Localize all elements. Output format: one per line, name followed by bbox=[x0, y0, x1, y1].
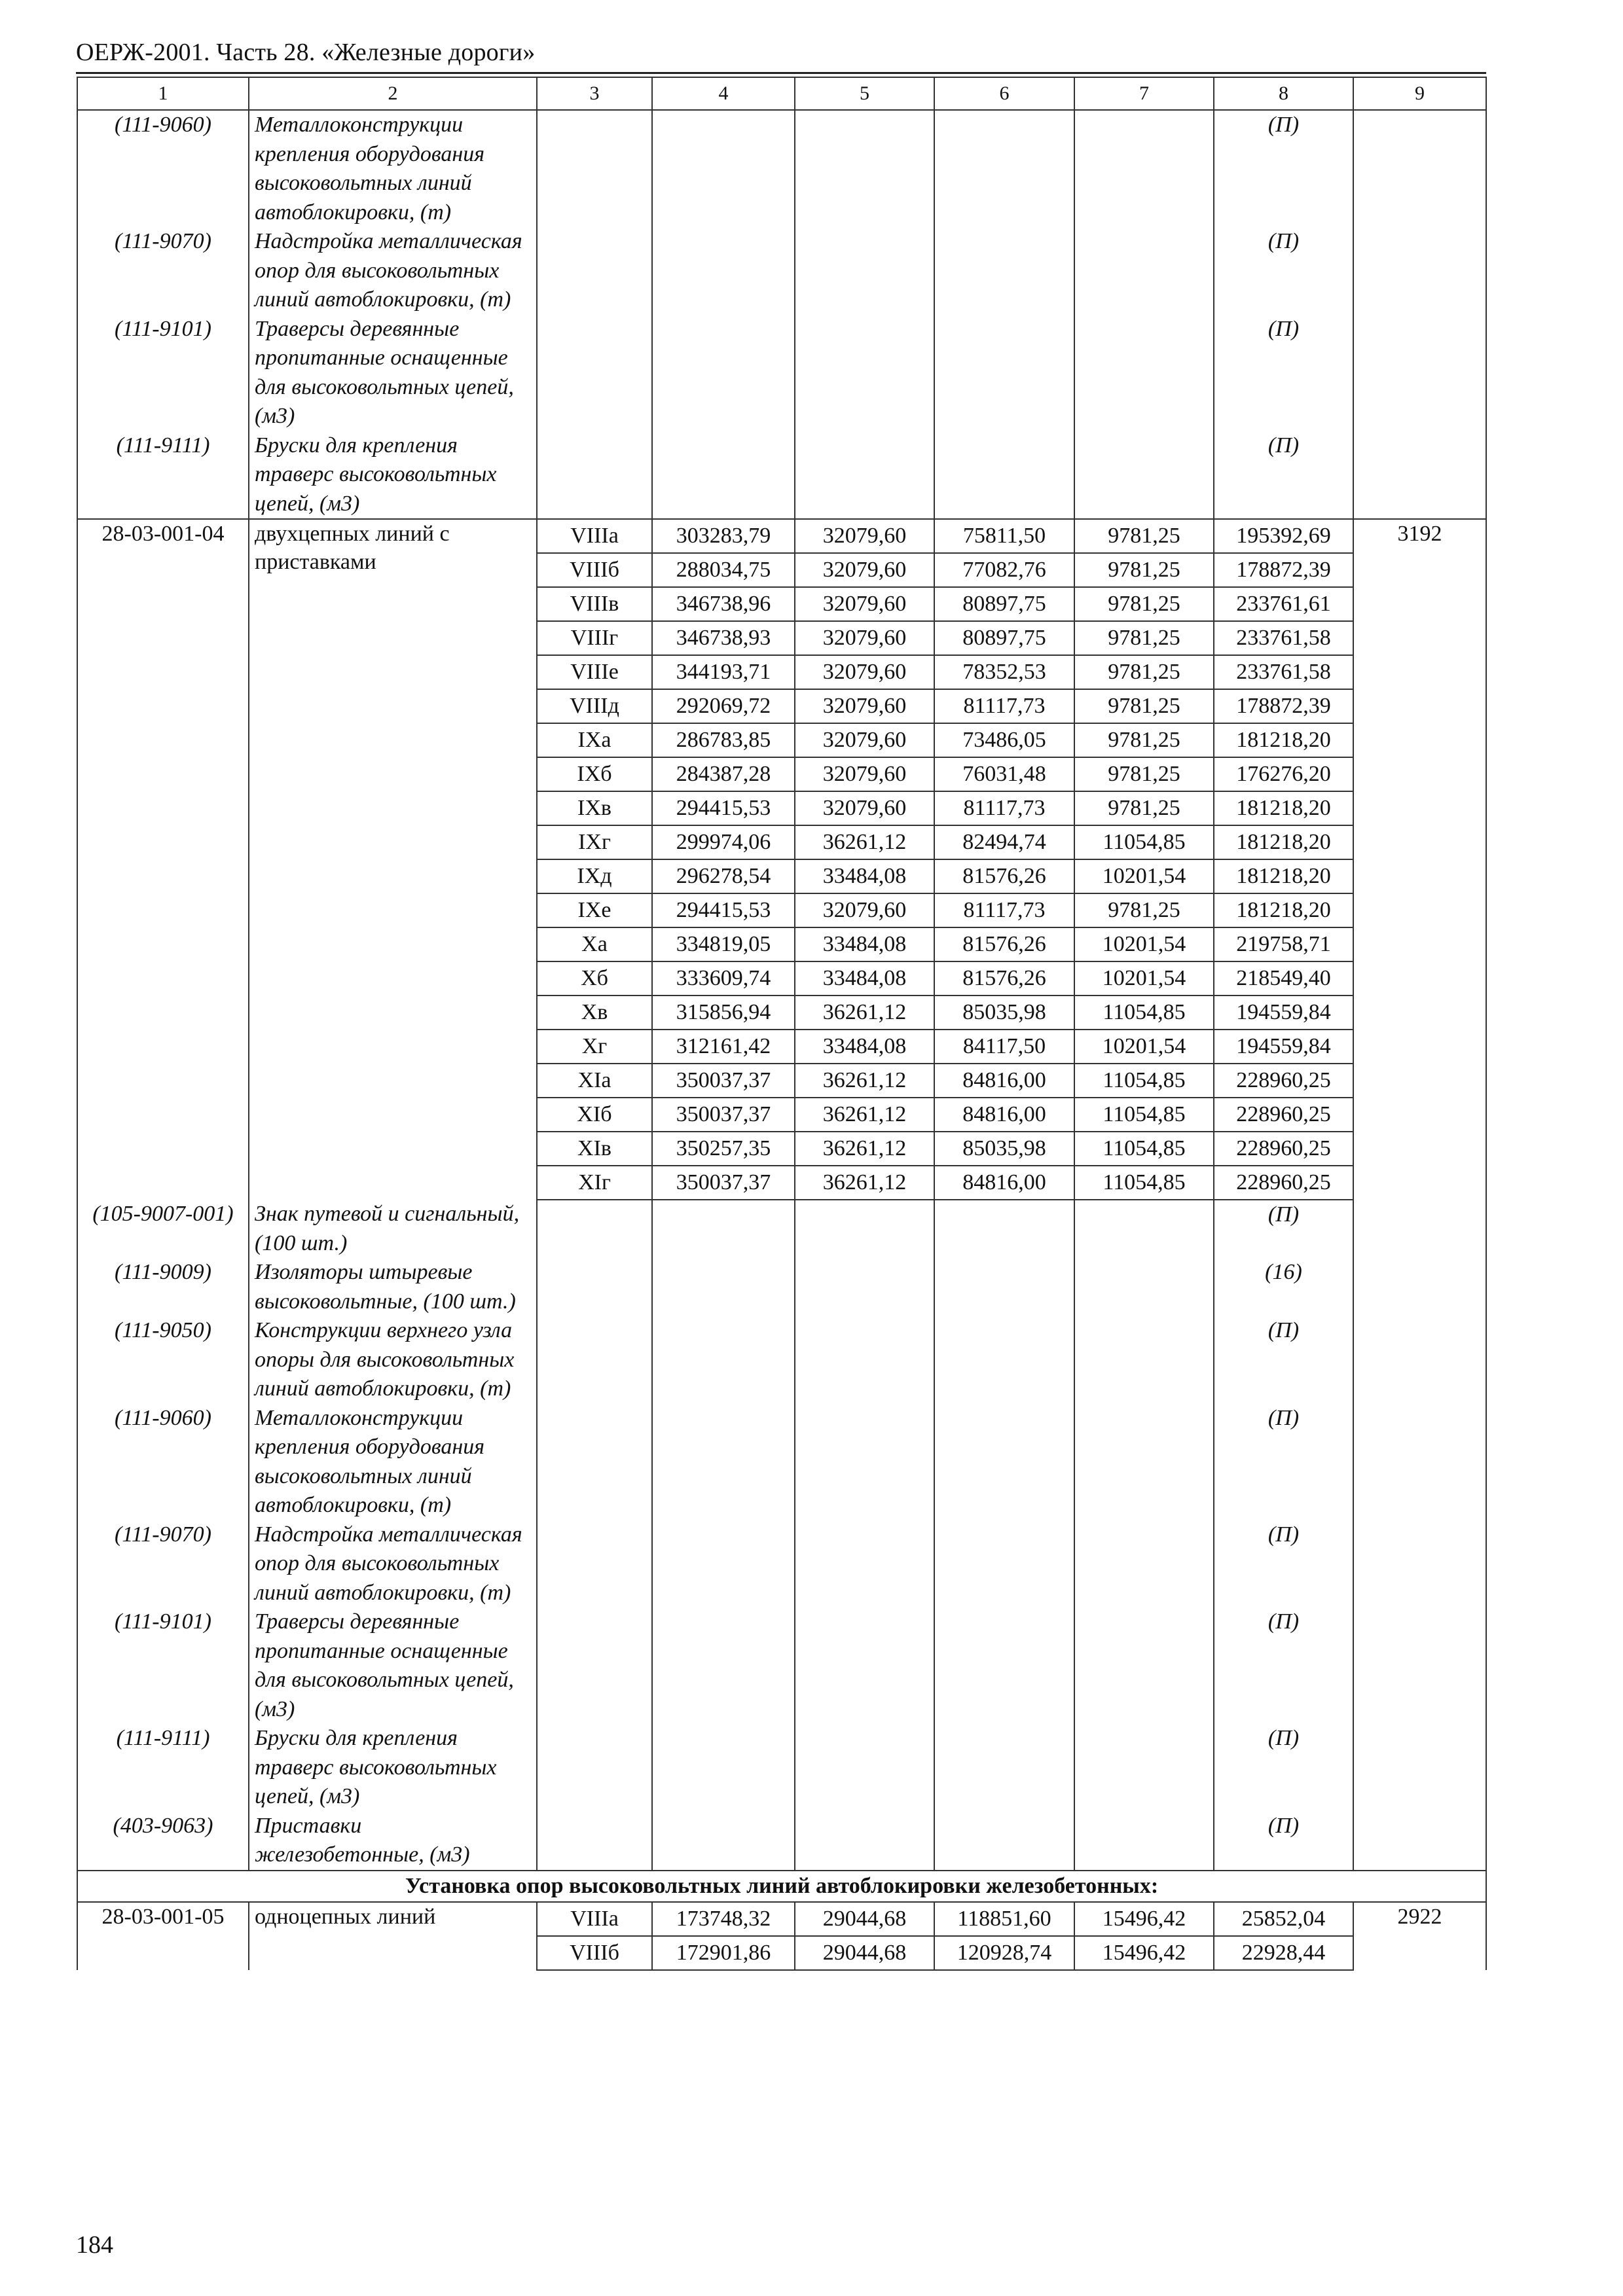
value-cell: 36261,12 bbox=[795, 1166, 934, 1200]
empty-cell bbox=[795, 1404, 934, 1520]
empty-cell bbox=[1353, 227, 1486, 315]
value-cell: 36261,12 bbox=[795, 1064, 934, 1098]
resource-name: Траверсы деревянные пропитанные оснащенные для высоковольтных цепей, (м3) bbox=[249, 315, 537, 431]
resource-code: (111-9050) bbox=[77, 1316, 249, 1404]
resource-name: Надстройка металлическая опор для высоковольтных линий автоблокировки, (т) bbox=[249, 1520, 537, 1608]
empty-cell bbox=[1353, 1724, 1486, 1812]
value-cell: 81117,73 bbox=[934, 893, 1074, 927]
value-cell: 299974,06 bbox=[652, 825, 795, 859]
resource-name: Бруски для крепления траверс высоковольтных цепей, (м3) bbox=[249, 431, 537, 520]
col-header: 3 bbox=[537, 77, 652, 110]
value-cell: 288034,75 bbox=[652, 553, 795, 587]
value-cell: 294415,53 bbox=[652, 791, 795, 825]
value-cell: 32079,60 bbox=[795, 655, 934, 689]
resource-name: Изоляторы штыревые высоковольтные, (100 шт.) bbox=[249, 1258, 537, 1316]
value-cell: 10201,54 bbox=[1074, 927, 1214, 961]
empty-cell bbox=[795, 110, 934, 227]
value-cell: 9781,25 bbox=[1074, 723, 1214, 757]
empty-cell bbox=[795, 1812, 934, 1871]
value-cell: 10201,54 bbox=[1074, 1030, 1214, 1064]
col-header: 4 bbox=[652, 77, 795, 110]
value-cell: 32079,60 bbox=[795, 689, 934, 723]
empty-cell bbox=[652, 1404, 795, 1520]
resource-code: (111-9060) bbox=[77, 1404, 249, 1520]
value-cell: 25852,04 bbox=[1214, 1902, 1353, 1936]
region-cell: XIа bbox=[537, 1064, 652, 1098]
empty-cell bbox=[652, 1316, 795, 1404]
value-cell: 15496,42 bbox=[1074, 1902, 1214, 1936]
resource-value: (П) bbox=[1214, 110, 1353, 227]
empty-cell bbox=[1074, 110, 1214, 227]
empty-cell bbox=[652, 1607, 795, 1724]
value-cell: 228960,25 bbox=[1214, 1098, 1353, 1132]
empty-cell bbox=[1074, 1200, 1214, 1258]
empty-cell bbox=[1353, 1316, 1486, 1404]
resource-value: (П) bbox=[1214, 1404, 1353, 1520]
value-cell: 286783,85 bbox=[652, 723, 795, 757]
value-cell: 73486,05 bbox=[934, 723, 1074, 757]
value-cell: 11054,85 bbox=[1074, 996, 1214, 1030]
resource-code: (111-9060) bbox=[77, 110, 249, 227]
value-cell: 32079,60 bbox=[795, 621, 934, 655]
section-row bbox=[77, 1871, 1486, 1902]
region-cell: VIIIа bbox=[537, 1902, 652, 1936]
value-cell: 81576,26 bbox=[934, 961, 1074, 996]
value-cell: 81117,73 bbox=[934, 791, 1074, 825]
value-cell: 76031,48 bbox=[934, 757, 1074, 791]
value-cell: 32079,60 bbox=[795, 519, 934, 553]
empty-cell bbox=[934, 1316, 1074, 1404]
item-name: одноцепных линий bbox=[249, 1902, 537, 1970]
empty-cell bbox=[537, 110, 652, 227]
value-cell: 296278,54 bbox=[652, 859, 795, 893]
resource-value: (П) bbox=[1214, 1520, 1353, 1608]
page-number: 184 bbox=[76, 2231, 113, 2259]
value-cell: 9781,25 bbox=[1074, 519, 1214, 553]
value-cell: 81576,26 bbox=[934, 927, 1074, 961]
resource-row bbox=[77, 1607, 1486, 1724]
resource-value: (П) bbox=[1214, 1607, 1353, 1724]
resource-code: (111-9070) bbox=[77, 1520, 249, 1608]
item-code: 28-03-001-04 bbox=[77, 519, 249, 1200]
empty-cell bbox=[934, 1258, 1074, 1316]
empty-cell bbox=[652, 1258, 795, 1316]
empty-cell bbox=[795, 1316, 934, 1404]
value-cell: 32079,60 bbox=[795, 723, 934, 757]
empty-cell bbox=[1353, 110, 1486, 227]
value-cell: 15496,42 bbox=[1074, 1936, 1214, 1970]
region-cell: VIIIе bbox=[537, 655, 652, 689]
resource-row bbox=[77, 1812, 1486, 1871]
empty-cell bbox=[1074, 1607, 1214, 1724]
region-cell: VIIIг bbox=[537, 621, 652, 655]
empty-cell bbox=[652, 315, 795, 431]
value-cell: 194559,84 bbox=[1214, 1030, 1353, 1064]
value-cell: 36261,12 bbox=[795, 996, 934, 1030]
value-cell: 84816,00 bbox=[934, 1166, 1074, 1200]
value-cell: 32079,60 bbox=[795, 757, 934, 791]
empty-cell bbox=[934, 1724, 1074, 1812]
resource-value: (П) bbox=[1214, 1200, 1353, 1258]
value-cell: 85035,98 bbox=[934, 1132, 1074, 1166]
empty-cell bbox=[652, 431, 795, 520]
resource-name: Металлоконструкции крепления оборудования высоковольтных линий автоблокировки, (т) bbox=[249, 110, 537, 227]
value-cell: 32079,60 bbox=[795, 893, 934, 927]
region-cell: IXб bbox=[537, 757, 652, 791]
empty-cell bbox=[934, 1200, 1074, 1258]
value-cell: 350257,35 bbox=[652, 1132, 795, 1166]
value-cell: 233761,58 bbox=[1214, 655, 1353, 689]
resource-value: (16) bbox=[1214, 1258, 1353, 1316]
value-cell: 29044,68 bbox=[795, 1902, 934, 1936]
empty-cell bbox=[934, 315, 1074, 431]
value-cell: 346738,93 bbox=[652, 621, 795, 655]
resource-row bbox=[77, 1404, 1486, 1520]
empty-cell bbox=[652, 227, 795, 315]
value-cell: 9781,25 bbox=[1074, 757, 1214, 791]
resource-code: (105-9007-001) bbox=[77, 1200, 249, 1258]
value-cell: 292069,72 bbox=[652, 689, 795, 723]
value-cell: 118851,60 bbox=[934, 1902, 1074, 1936]
empty-cell bbox=[795, 227, 934, 315]
value-cell: 11054,85 bbox=[1074, 1132, 1214, 1166]
value-cell: 84117,50 bbox=[934, 1030, 1074, 1064]
item-col9: 3192 bbox=[1353, 519, 1486, 1200]
value-cell: 22928,44 bbox=[1214, 1936, 1353, 1970]
value-cell: 11054,85 bbox=[1074, 825, 1214, 859]
empty-cell bbox=[537, 431, 652, 520]
value-cell: 181218,20 bbox=[1214, 791, 1353, 825]
resource-value: (П) bbox=[1214, 227, 1353, 315]
empty-cell bbox=[795, 1607, 934, 1724]
rate-row bbox=[77, 519, 1486, 553]
region-cell: VIIIа bbox=[537, 519, 652, 553]
value-cell: 32079,60 bbox=[795, 553, 934, 587]
col-header: 6 bbox=[934, 77, 1074, 110]
col-header: 9 bbox=[1353, 77, 1486, 110]
value-cell: 350037,37 bbox=[652, 1166, 795, 1200]
value-cell: 9781,25 bbox=[1074, 893, 1214, 927]
empty-cell bbox=[1353, 1200, 1486, 1258]
region-cell: IXд bbox=[537, 859, 652, 893]
resource-code: (111-9101) bbox=[77, 315, 249, 431]
empty-cell bbox=[795, 431, 934, 520]
resource-code: (111-9111) bbox=[77, 1724, 249, 1812]
value-cell: 312161,42 bbox=[652, 1030, 795, 1064]
resource-name: Надстройка металлическая опор для высоковольтных линий автоблокировки, (т) bbox=[249, 227, 537, 315]
value-cell: 75811,50 bbox=[934, 519, 1074, 553]
empty-cell bbox=[652, 1812, 795, 1871]
resource-row bbox=[77, 110, 1486, 227]
empty-cell bbox=[1074, 1316, 1214, 1404]
region-cell: IXв bbox=[537, 791, 652, 825]
resource-row bbox=[77, 1520, 1486, 1608]
value-cell: 194559,84 bbox=[1214, 996, 1353, 1030]
empty-cell bbox=[1353, 1607, 1486, 1724]
region-cell: Xа bbox=[537, 927, 652, 961]
empty-cell bbox=[652, 1200, 795, 1258]
region-cell: XIв bbox=[537, 1132, 652, 1166]
value-cell: 29044,68 bbox=[795, 1936, 934, 1970]
value-cell: 284387,28 bbox=[652, 757, 795, 791]
empty-cell bbox=[1353, 315, 1486, 431]
region-cell: VIIIб bbox=[537, 1936, 652, 1970]
value-cell: 195392,69 bbox=[1214, 519, 1353, 553]
empty-cell bbox=[1074, 1404, 1214, 1520]
empty-cell bbox=[1353, 1812, 1486, 1871]
value-cell: 80897,75 bbox=[934, 621, 1074, 655]
value-cell: 9781,25 bbox=[1074, 553, 1214, 587]
value-cell: 11054,85 bbox=[1074, 1166, 1214, 1200]
resource-name: Бруски для крепления траверс высоковольтных цепей, (м3) bbox=[249, 1724, 537, 1812]
resource-value: (П) bbox=[1214, 1812, 1353, 1871]
value-cell: 11054,85 bbox=[1074, 1064, 1214, 1098]
value-cell: 172901,86 bbox=[652, 1936, 795, 1970]
empty-cell bbox=[934, 431, 1074, 520]
rate-row bbox=[77, 1902, 1486, 1936]
resource-code: (111-9070) bbox=[77, 227, 249, 315]
value-cell: 36261,12 bbox=[795, 825, 934, 859]
resource-name: Траверсы деревянные пропитанные оснащенные для высоковольтных цепей, (м3) bbox=[249, 1607, 537, 1724]
empty-cell bbox=[1353, 1404, 1486, 1520]
empty-cell bbox=[1353, 431, 1486, 520]
item-code: 28-03-001-05 bbox=[77, 1902, 249, 1970]
value-cell: 315856,94 bbox=[652, 996, 795, 1030]
resource-code: (111-9111) bbox=[77, 431, 249, 520]
region-cell: VIIIд bbox=[537, 689, 652, 723]
empty-cell bbox=[537, 315, 652, 431]
empty-cell bbox=[795, 1520, 934, 1608]
region-cell: IXа bbox=[537, 723, 652, 757]
value-cell: 120928,74 bbox=[934, 1936, 1074, 1970]
region-cell: IXе bbox=[537, 893, 652, 927]
empty-cell bbox=[1074, 1520, 1214, 1608]
empty-cell bbox=[537, 1724, 652, 1812]
empty-cell bbox=[1074, 1724, 1214, 1812]
empty-cell bbox=[652, 1520, 795, 1608]
empty-cell bbox=[652, 1724, 795, 1812]
item-col9: 2922 bbox=[1353, 1902, 1486, 1970]
empty-cell bbox=[795, 315, 934, 431]
value-cell: 10201,54 bbox=[1074, 859, 1214, 893]
region-cell: XIг bbox=[537, 1166, 652, 1200]
empty-cell bbox=[537, 1258, 652, 1316]
value-cell: 33484,08 bbox=[795, 927, 934, 961]
value-cell: 80897,75 bbox=[934, 587, 1074, 621]
region-cell: Xб bbox=[537, 961, 652, 996]
empty-cell bbox=[652, 110, 795, 227]
empty-cell bbox=[934, 1607, 1074, 1724]
value-cell: 84816,00 bbox=[934, 1064, 1074, 1098]
empty-cell bbox=[1353, 1520, 1486, 1608]
value-cell: 82494,74 bbox=[934, 825, 1074, 859]
resource-row bbox=[77, 431, 1486, 520]
value-cell: 9781,25 bbox=[1074, 587, 1214, 621]
section-title: Установка опор высоковольтных линий автоблокировки железобетонных: bbox=[77, 1871, 1486, 1902]
resource-row bbox=[77, 315, 1486, 431]
value-cell: 228960,25 bbox=[1214, 1166, 1353, 1200]
resource-code: (111-9101) bbox=[77, 1607, 249, 1724]
resource-row bbox=[77, 1200, 1486, 1258]
value-cell: 181218,20 bbox=[1214, 723, 1353, 757]
resource-value: (П) bbox=[1214, 1316, 1353, 1404]
value-cell: 303283,79 bbox=[652, 519, 795, 553]
value-cell: 181218,20 bbox=[1214, 825, 1353, 859]
value-cell: 33484,08 bbox=[795, 1030, 934, 1064]
empty-cell bbox=[795, 1200, 934, 1258]
value-cell: 33484,08 bbox=[795, 961, 934, 996]
value-cell: 173748,32 bbox=[652, 1902, 795, 1936]
resource-name: Приставки железобетонные, (м3) bbox=[249, 1812, 537, 1871]
col-header: 1 bbox=[77, 77, 249, 110]
value-cell: 333609,74 bbox=[652, 961, 795, 996]
header-rule bbox=[76, 72, 1486, 74]
value-cell: 9781,25 bbox=[1074, 689, 1214, 723]
value-cell: 181218,20 bbox=[1214, 893, 1353, 927]
region-cell: XIб bbox=[537, 1098, 652, 1132]
empty-cell bbox=[537, 1812, 652, 1871]
empty-cell bbox=[795, 1724, 934, 1812]
region-cell: Xв bbox=[537, 996, 652, 1030]
empty-cell bbox=[1353, 1258, 1486, 1316]
empty-cell bbox=[1074, 431, 1214, 520]
value-cell: 219758,71 bbox=[1214, 927, 1353, 961]
empty-cell bbox=[1074, 227, 1214, 315]
empty-cell bbox=[795, 1258, 934, 1316]
resource-name: Конструкции верхнего узла опоры для высоковольтных линий автоблокировки, (т) bbox=[249, 1316, 537, 1404]
resource-row bbox=[77, 1316, 1486, 1404]
value-cell: 32079,60 bbox=[795, 587, 934, 621]
resource-row bbox=[77, 227, 1486, 315]
value-cell: 77082,76 bbox=[934, 553, 1074, 587]
resource-row bbox=[77, 1258, 1486, 1316]
value-cell: 350037,37 bbox=[652, 1098, 795, 1132]
value-cell: 178872,39 bbox=[1214, 553, 1353, 587]
resource-value: (П) bbox=[1214, 315, 1353, 431]
value-cell: 228960,25 bbox=[1214, 1132, 1353, 1166]
col-header: 5 bbox=[795, 77, 934, 110]
value-cell: 334819,05 bbox=[652, 927, 795, 961]
resource-name: Знак путевой и сигнальный, (100 шт.) bbox=[249, 1200, 537, 1258]
value-cell: 9781,25 bbox=[1074, 655, 1214, 689]
value-cell: 84816,00 bbox=[934, 1098, 1074, 1132]
value-cell: 176276,20 bbox=[1214, 757, 1353, 791]
value-cell: 228960,25 bbox=[1214, 1064, 1353, 1098]
value-cell: 78352,53 bbox=[934, 655, 1074, 689]
region-cell: VIIIв bbox=[537, 587, 652, 621]
value-cell: 233761,61 bbox=[1214, 587, 1353, 621]
value-cell: 344193,71 bbox=[652, 655, 795, 689]
resource-name: Металлоконструкции крепления оборудования высоковольтных линий автоблокировки, (т) bbox=[249, 1404, 537, 1520]
item-name: двухцепных линий с приставками bbox=[249, 519, 537, 1200]
col-header: 2 bbox=[249, 77, 537, 110]
resource-code: (111-9009) bbox=[77, 1258, 249, 1316]
rates-table bbox=[77, 77, 1487, 1971]
column-header-row bbox=[77, 77, 1486, 110]
value-cell: 9781,25 bbox=[1074, 791, 1214, 825]
resource-value: (П) bbox=[1214, 431, 1353, 520]
empty-cell bbox=[934, 1812, 1074, 1871]
value-cell: 218549,40 bbox=[1214, 961, 1353, 996]
value-cell: 233761,58 bbox=[1214, 621, 1353, 655]
empty-cell bbox=[537, 1200, 652, 1258]
region-cell: Xг bbox=[537, 1030, 652, 1064]
region-cell: IXг bbox=[537, 825, 652, 859]
empty-cell bbox=[934, 1404, 1074, 1520]
value-cell: 11054,85 bbox=[1074, 1098, 1214, 1132]
value-cell: 178872,39 bbox=[1214, 689, 1353, 723]
value-cell: 36261,12 bbox=[795, 1098, 934, 1132]
value-cell: 294415,53 bbox=[652, 893, 795, 927]
value-cell: 181218,20 bbox=[1214, 859, 1353, 893]
empty-cell bbox=[537, 227, 652, 315]
rates-table-body bbox=[77, 77, 1486, 1970]
empty-cell bbox=[537, 1607, 652, 1724]
value-cell: 33484,08 bbox=[795, 859, 934, 893]
value-cell: 9781,25 bbox=[1074, 621, 1214, 655]
value-cell: 81117,73 bbox=[934, 689, 1074, 723]
empty-cell bbox=[537, 1520, 652, 1608]
page-header: ОЕРЖ-2001. Часть 28. «Железные дороги» bbox=[76, 39, 536, 66]
empty-cell bbox=[1074, 1258, 1214, 1316]
value-cell: 81576,26 bbox=[934, 859, 1074, 893]
value-cell: 10201,54 bbox=[1074, 961, 1214, 996]
region-cell: VIIIб bbox=[537, 553, 652, 587]
col-header: 8 bbox=[1214, 77, 1353, 110]
value-cell: 350037,37 bbox=[652, 1064, 795, 1098]
value-cell: 36261,12 bbox=[795, 1132, 934, 1166]
resource-code: (403-9063) bbox=[77, 1812, 249, 1871]
empty-cell bbox=[1074, 1812, 1214, 1871]
col-header: 7 bbox=[1074, 77, 1214, 110]
empty-cell bbox=[537, 1404, 652, 1520]
empty-cell bbox=[934, 227, 1074, 315]
value-cell: 85035,98 bbox=[934, 996, 1074, 1030]
empty-cell bbox=[1074, 315, 1214, 431]
empty-cell bbox=[537, 1316, 652, 1404]
empty-cell bbox=[934, 1520, 1074, 1608]
value-cell: 32079,60 bbox=[795, 791, 934, 825]
value-cell: 346738,96 bbox=[652, 587, 795, 621]
resource-row bbox=[77, 1724, 1486, 1812]
resource-value: (П) bbox=[1214, 1724, 1353, 1812]
empty-cell bbox=[934, 110, 1074, 227]
